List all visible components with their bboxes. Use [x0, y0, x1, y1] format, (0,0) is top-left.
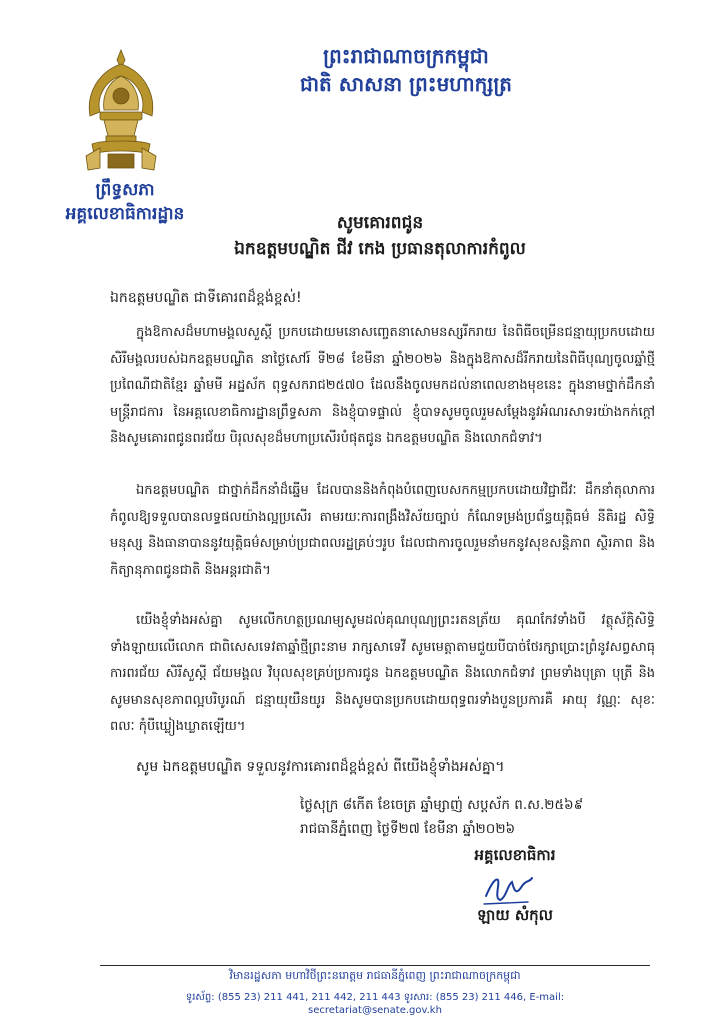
closing-line: សូម ឯកឧត្តមបណ្ឌិត ទទួលនូវការគោរពដ៏ខ្ពង់ខ្ពស់ ពីយើងខ្ញុំទាំងអស់គ្នា។	[136, 759, 505, 775]
lunar-date: ថ្ងៃសុក្រ ៨កើត ខែចេត្រ ឆ្នាំម្សាញ់ សប្តស័ក ព.ស.២៥៦៩	[300, 797, 584, 813]
recipient-salutation: សូមគោរពជូន	[336, 213, 424, 233]
greeting: ឯកឧត្តមបណ្ឌិត ជាទីគោរពដ៏ខ្ពង់ខ្ពស់!	[110, 290, 302, 306]
signatory-title: អគ្គលេខាធិការ	[474, 846, 556, 864]
institution-department: អគ្គលេខាធិការដ្ឋាន	[65, 204, 185, 224]
footer-address: វិមានរដ្ឋសភា មហាវិថីព្រះនរោត្តម រាជធានីភ្នំពេញ ព្រះរាជាណាចក្រកម្ពុជា	[229, 969, 521, 982]
footer-contact: ទូរស័ព្ទ: (855 23) 211 441, 211 442, 211 443 ទូរសារ: (855 23) 211 446, E-mail: secretariat@senate.gov.kh	[185, 992, 565, 1016]
kingdom-heading	[256, 42, 556, 98]
body-paragraph-2: ឯកឧត្តមបណ្ឌិត ជាថ្នាក់ដឹកនាំដ៏ឆ្នើម ដែលបាននិងកំពុងបំពេញបេសកកម្មប្រកបដោយវិជ្ជាជីវៈ ដឹកនាំតុលាការកំពូលឱ្យទទួលបានលទ្ធផលយ៉ាងល្អប្រសើរ តាមរយៈការពង្រឹងវិស័យច្បាប់ កំណែទម្រង់ប្រព័ន្ធយុត្តិធម៌ នីតិរដ្ឋ សិទ្ធិមនុស្ស និងធានាបាននូវយុត្តិធម៌សម្រាប់ប្រជាពលរដ្ឋគ្រប់ៗរូប ដែលជាការចូលរួមនាំមកនូវសុខសន្តិភាព ស្ថិរភាព និងកិត្យានុភាពជូនជាតិ និងអន្តរជាតិ។	[110, 483, 655, 578]
senate-seal-icon	[78, 46, 164, 174]
body-paragraph-1: ក្នុងឱកាសដ៏មហាមង្គលសួស្តី ប្រកបដោយមនោសញ្ចេតនាសោមនស្សរីករាយ នៃពិធីចម្រើនជន្មាយុប្រកបដោយសិរីមង្គលរបស់ឯកឧត្តមបណ្ឌិត នាថ្ងៃសៅរ៍ ទី២៨ ខែមីនា ឆ្នាំ២០២៦ និងក្នុងឱកាសដ៏រីករាយនៃពិធីបុណ្យចូលឆ្នាំថ្មី ប្រពៃណីជាតិខ្មែរ ឆ្នាំមមី អដ្ឋស័ក ពុទ្ធសករាជ២៥៧០ ដែលនឹងចូលមកដល់នាពេលខាងមុខនេះ ក្នុងនាមថ្នាក់ដឹកនាំ មន្ត្រីរាជការ នៃអគ្គលេខាធិការដ្ឋានព្រឹទ្ធសភា និងខ្ញុំបាទផ្ទាល់ ខ្ញុំបាទសូមចូលរួមសម្តែងនូវអំណរសាទរយ៉ាងកក់ក្តៅ និងសូមគោរពជូនពរជ័យ បិរុលសុខដ៏មហាប្រសើរបំផុតជូន ឯកឧត្តមបណ្ឌិត និងលោកជំទាវ។	[110, 325, 655, 446]
recipient-name: ឯកឧត្តមបណ្ឌិត ជីវ កេង ប្រធានតុលាការកំពូល	[234, 239, 526, 259]
institution-name: ព្រឹទ្ធសភា	[95, 180, 155, 200]
signatory-name: ឡាយ សំកុល	[477, 906, 553, 924]
recipient-block	[170, 210, 590, 262]
kingdom-line: ព្រះរាជាណាចក្រកម្ពុជា	[323, 44, 489, 68]
motto-line: ជាតិ សាសនា ព្រះមហាក្សត្រ	[300, 72, 512, 96]
handwritten-signature-icon	[478, 872, 538, 908]
solar-date: រាជធានីភ្នំពេញ ថ្ងៃទី២៧ ខែមីនា ឆ្នាំ២០២៦	[300, 821, 516, 837]
footer-divider	[100, 965, 650, 966]
body-paragraph-3: យើងខ្ញុំទាំងអស់គ្នា សូមលើកហត្ថប្រណម្យសូមដល់គុណបុណ្យព្រះរតនត្រ័យ គុណកែវទាំងបី វត្ថុស័ក្តិសិទ្ធិ ទាំងឡាយលើលោក ជាពិសេសទេវតាឆ្នាំថ្មីព្រះនាម រាក្សសាទេវី សូមមេត្តាតាមជួយបីបាច់ថែរក្សាប្រោះព្រំនូវសព្វសាធុការពរជ័យ សិរីសួស្តី ជ័យមង្គល វិបុលសុខគ្រប់ប្រការជូន ឯកឧត្តមបណ្ឌិត និងលោកជំទាវ ព្រមទាំងបុត្រា បុត្រី និងសូមមានសុខភាពល្អបរិបូរណ៍ ជន្មាយុយឺនយូរ និងសូមបានប្រកបដោយពុទ្ធពរទាំងបួនប្រការគឺ អាយុ វណ្ណៈ សុខៈ ពលៈ កុំបីឃ្លៀងឃ្លាតឡើយ។	[110, 613, 655, 734]
